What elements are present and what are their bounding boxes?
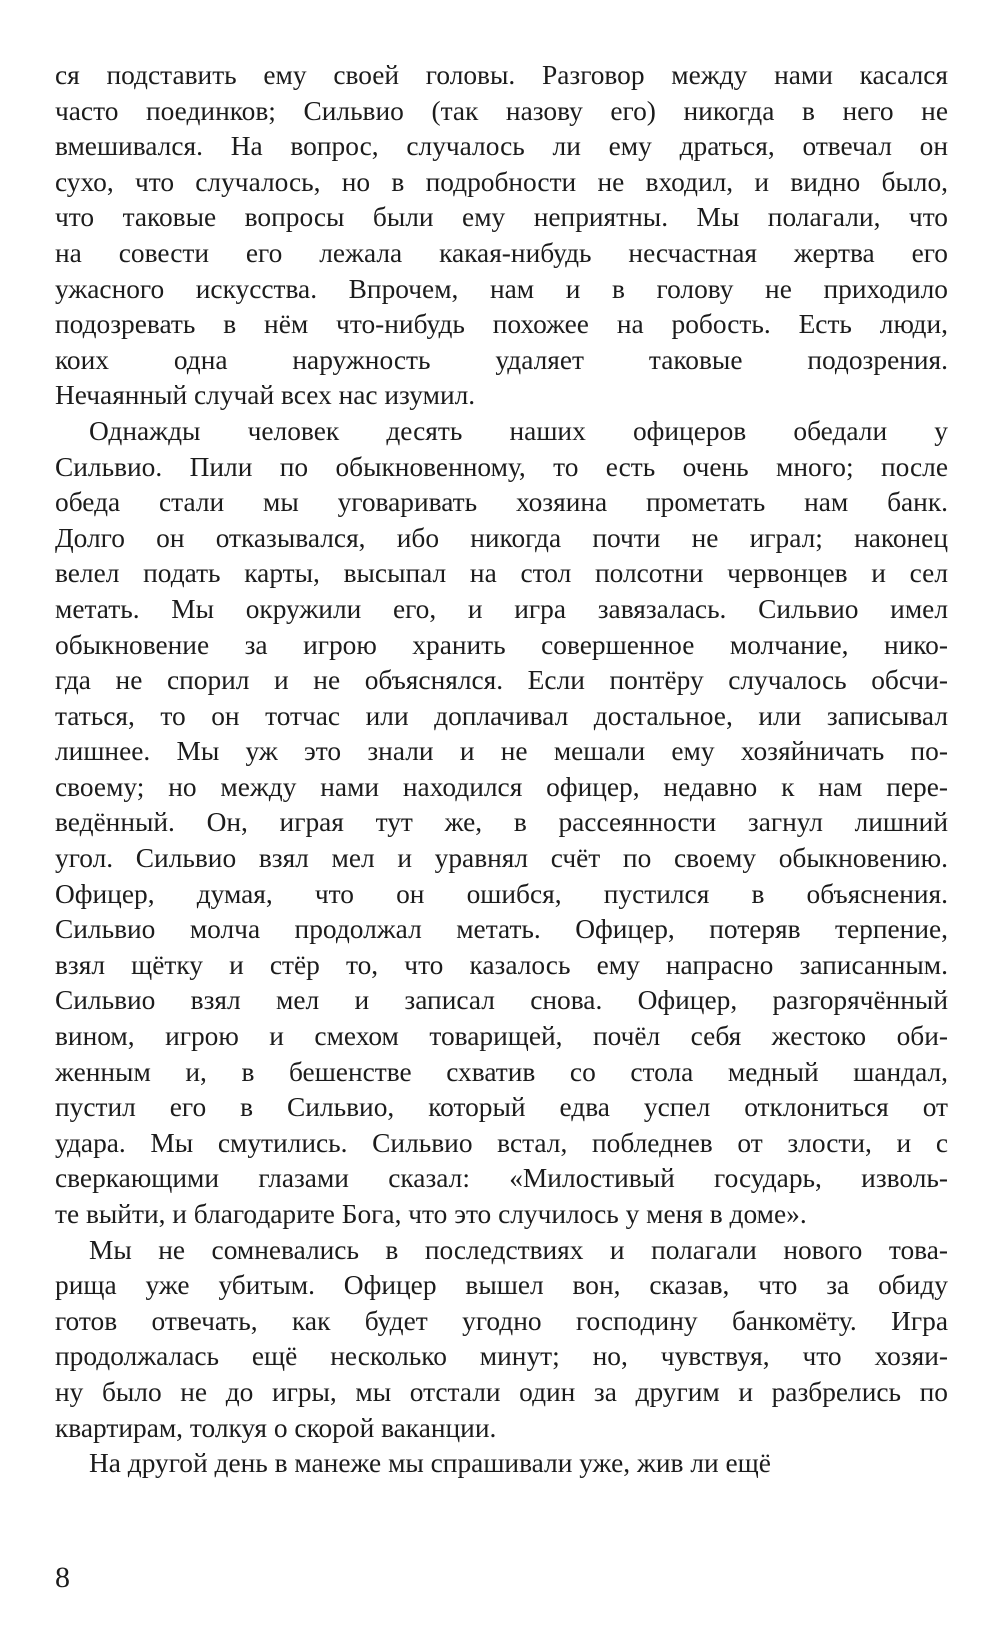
text-line: те выйти, и благодарите Бога, что это случилось у меня в доме». bbox=[55, 1199, 807, 1229]
text-line: велел подать карты, высыпал на стол полсотни червонцев и сел bbox=[55, 558, 948, 589]
text-line: ну было не до игры, мы отстали один за другим и разбрелись по bbox=[55, 1376, 948, 1407]
paragraph bbox=[55, 1446, 948, 1482]
text-line: Сильвио взял мел и записал снова. Офицер, разгорячённый bbox=[55, 985, 948, 1016]
paragraph bbox=[55, 414, 948, 1233]
text-line: своему; но между нами находился офицер, недавно к нам пере- bbox=[55, 771, 948, 802]
text-line: часто поединков; Сильвио (так назову его) никогда в него не bbox=[55, 95, 948, 126]
text-line: ужасного искусства. Впрочем, нам и в голову не приходило bbox=[55, 273, 948, 304]
text-line: рища уже убитым. Офицер вышел вон, сказав, что за обиду bbox=[55, 1270, 948, 1301]
text-line: коих одна наружность удаляет таковые подозрения. bbox=[55, 344, 948, 375]
text-line: взял щётку и стёр то, что казалось ему напрасно записанным. bbox=[55, 949, 948, 980]
text-line: метать. Мы окружили его, и игра завязалась. Сильвио имел bbox=[55, 593, 948, 624]
text-line: Нечаянный случай всех нас изумил. bbox=[55, 380, 476, 411]
text-line: Мы не сомневались в последствиях и полагали нового това- bbox=[89, 1234, 948, 1265]
text-line: сухо, что случалось, но в подробности не входил, и видно было, bbox=[55, 166, 948, 197]
text-line: продолжалась ещё несколько минут; но, чувствуя, что хозяи- bbox=[55, 1341, 948, 1372]
text-line: готов отвечать, как будет угодно господину банкомёту. Игра bbox=[55, 1305, 948, 1336]
text-line: пустил его в Сильвио, который едва успел отклониться от bbox=[55, 1092, 948, 1123]
text-line: ведённый. Он, играя тут же, в рассеянности загнул лишний bbox=[55, 807, 948, 838]
paragraph bbox=[55, 58, 948, 414]
text-line: квартирам, толкуя о скорой ваканции. bbox=[55, 1412, 497, 1443]
text-line: Сильвио. Пили по обыкновенному, то есть очень много; после bbox=[55, 451, 948, 482]
text-line: сверкающими глазами сказал: «Милостивый государь, изволь- bbox=[55, 1163, 948, 1194]
text-line: Офицер, думая, что он ошибся, пустился в объяснения. bbox=[55, 878, 948, 909]
text-line: Однажды человек десять наших офицеров обедали у bbox=[89, 415, 948, 446]
text-line: женным и, в бешенстве схватив со стола медный шандал, bbox=[55, 1056, 948, 1087]
text-line: лишнее. Мы уж это знали и не мешали ему хозяйничать по- bbox=[55, 736, 948, 767]
paragraph bbox=[55, 1233, 948, 1447]
text-line: на совести его лежала какая-нибудь несчастная жертва его bbox=[55, 237, 948, 268]
text-line: обыкновение за игрою хранить совершенное молчание, нико- bbox=[55, 629, 948, 660]
text-line: что таковые вопросы были ему неприятны. Мы полагали, что bbox=[55, 202, 948, 233]
text-line: угол. Сильвио взял мел и уравнял счёт по своему обыкновению. bbox=[55, 843, 948, 874]
text-line: таться, то он тотчас или доплачивал достальное, или записывал bbox=[55, 700, 948, 731]
text-line: подозревать в нём что-нибудь похожее на робость. Есть люди, bbox=[55, 309, 948, 340]
book-page-text bbox=[55, 58, 948, 1482]
text-line: Долго он отказывался, ибо никогда почти не играл; наконец bbox=[55, 522, 948, 553]
text-line: обеда стали мы уговаривать хозяина прометать нам банк. bbox=[55, 487, 948, 518]
text-line: вмешивался. На вопрос, случалось ли ему драться, отвечал он bbox=[55, 131, 948, 162]
text-line: Сильвио молча продолжал метать. Офицер, потеряв терпение, bbox=[55, 914, 948, 945]
page-number: 8 bbox=[55, 1561, 70, 1594]
text-line: удара. Мы смутились. Сильвио встал, побледнев от злости, и с bbox=[55, 1127, 948, 1158]
text-line: На другой день в манеже мы спрашивали уже, жив ли ещё bbox=[89, 1448, 771, 1479]
text-line: вином, игрою и смехом товарищей, почёл себя жестоко оби- bbox=[55, 1021, 948, 1052]
text-line: ся подставить ему своей головы. Разговор между нами касался bbox=[55, 60, 948, 90]
text-line: гда не спорил и не объяснялся. Если понтёру случалось обсчи- bbox=[55, 665, 948, 696]
